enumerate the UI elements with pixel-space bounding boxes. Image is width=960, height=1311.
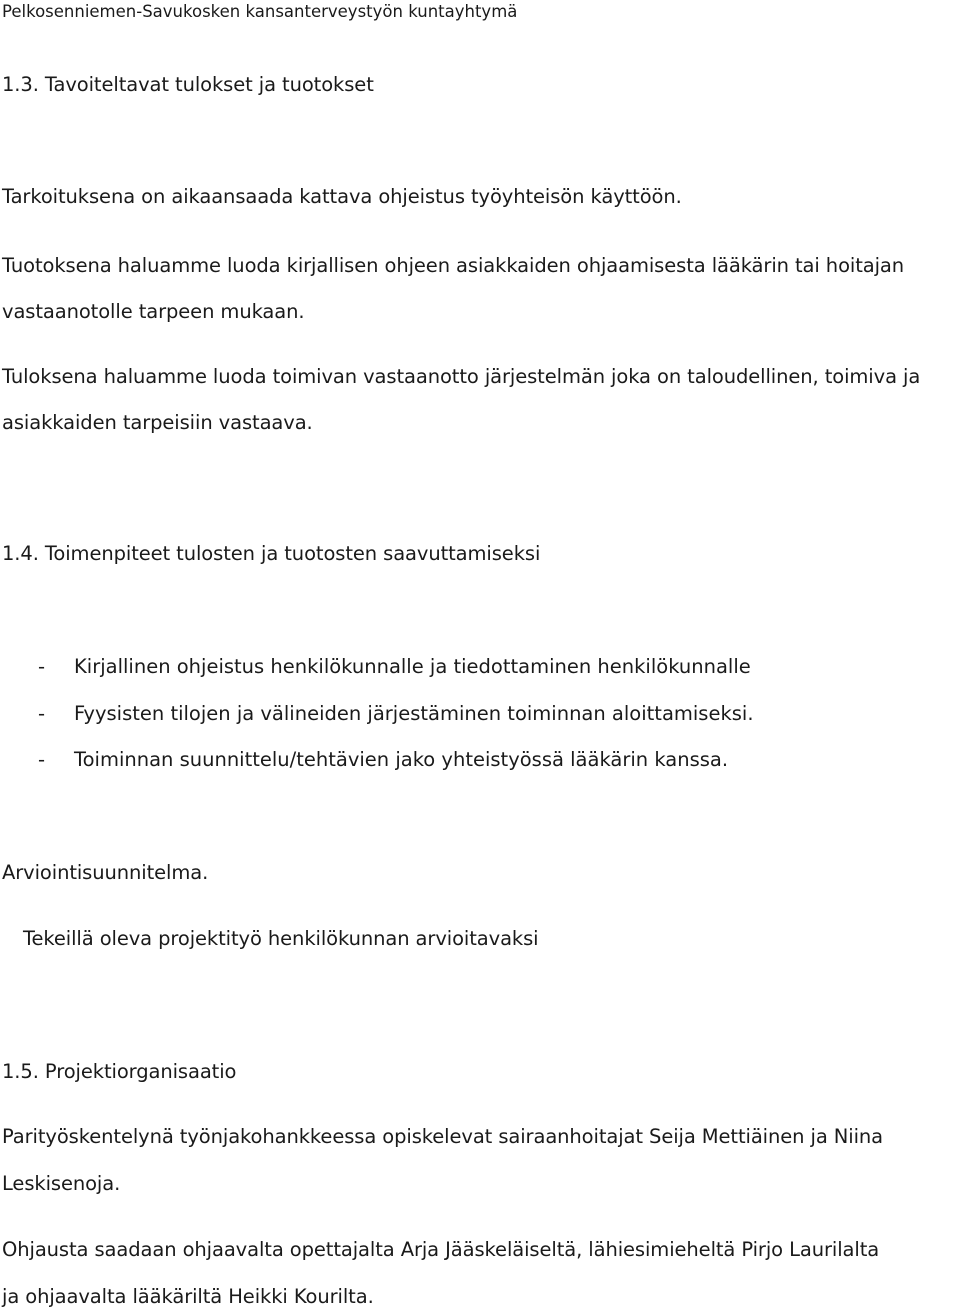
paragraph-output-line-2: vastaanotolle tarpeen mukaan.	[2, 300, 305, 323]
bullet-text: Kirjallinen ohjeistus henkilökunnalle ja tiedottaminen henkilökunnalle	[74, 655, 751, 678]
page-header: Pelkosenniemen-Savukosken kansanterveystyön kuntayhtymä	[2, 2, 518, 21]
evaluation-text: Tekeillä oleva projektityö henkilökunnan arvioitavaksi	[23, 927, 539, 950]
bullet-marker: -	[38, 748, 46, 771]
paragraph-team-line-1: Parityöskentelynä työnjakohankkeessa opiskelevat sairaanhoitajat Seija Mettiäinen ja Niina	[2, 1125, 884, 1148]
section-heading-1-3: 1.3. Tavoiteltavat tulokset ja tuotokset	[2, 73, 374, 96]
bullet-marker: -	[38, 655, 46, 678]
evaluation-heading: Arviointisuunnitelma.	[2, 861, 209, 884]
paragraph-team-line-2: Leskisenoja.	[2, 1172, 121, 1195]
paragraph-result-line-1: Tuloksena haluamme luoda toimivan vastaanotto järjestelmän joka on taloudellinen, toimiva ja	[2, 365, 921, 388]
paragraph-output-line-1: Tuotoksena haluamme luoda kirjallisen ohjeen asiakkaiden ohjaamisesta lääkärin tai hoitajan	[2, 254, 905, 277]
bullet-text: Toiminnan suunnittelu/tehtävien jako yhteistyössä lääkärin kanssa.	[74, 748, 729, 771]
section-heading-1-4: 1.4. Toimenpiteet tulosten ja tuotosten saavuttamiseksi	[2, 542, 541, 565]
paragraph-purpose: Tarkoituksena on aikaansaada kattava ohjeistus työyhteisön käyttöön.	[2, 185, 682, 208]
bullet-text: Fyysisten tilojen ja välineiden järjestäminen toiminnan aloittamiseksi.	[74, 702, 754, 725]
paragraph-result-line-2: asiakkaiden tarpeisiin vastaava.	[2, 411, 313, 434]
section-heading-1-5: 1.5. Projektiorganisaatio	[2, 1060, 237, 1083]
bullet-marker: -	[38, 702, 46, 725]
paragraph-guidance-line-2: ja ohjaavalta lääkäriltä Heikki Kourilta.	[2, 1285, 374, 1308]
paragraph-guidance-line-1: Ohjausta saadaan ohjaavalta opettajalta Arja Jääskeläiseltä, lähiesimieheltä Pirjo Laurilalta	[2, 1238, 880, 1261]
